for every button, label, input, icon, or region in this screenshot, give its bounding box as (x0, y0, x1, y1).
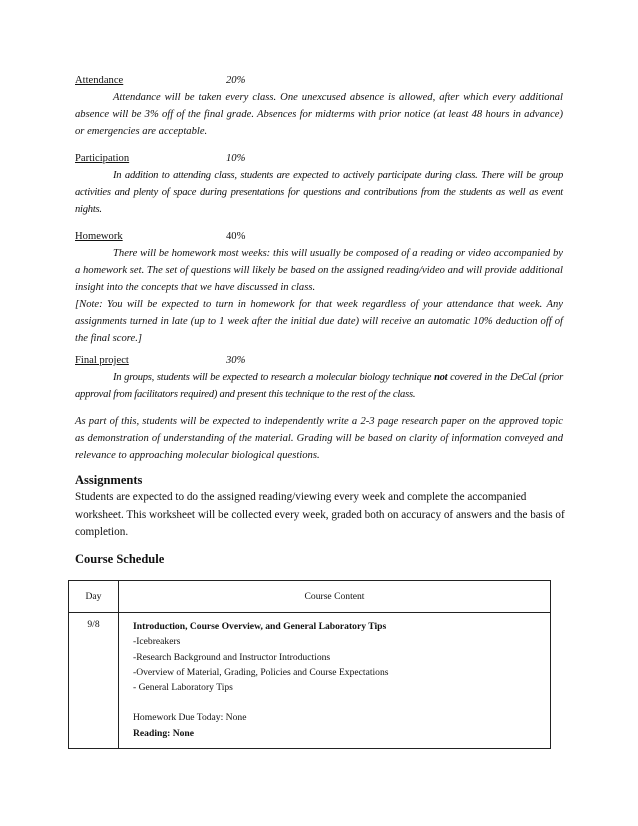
participation-section (75, 150, 563, 218)
final-project-label: Final project (75, 355, 129, 366)
schedule-item: -Icebreakers (133, 636, 181, 648)
schedule-row-content (119, 613, 551, 749)
attendance-label: Attendance (75, 75, 124, 86)
attendance-section (75, 72, 563, 140)
schedule-header-row (69, 581, 551, 613)
homework-note: [Note: You will be expected to turn in homework for that week regardless of your attendance that week. Any assignments turned in late (up to 1 week after the initial due date) will receive an automatic 10% deduction off of the final score.] (75, 299, 563, 344)
participation-header (75, 150, 563, 167)
assignments-text: Students are expected to do the assigned reading/viewing every week and complete the accompanied worksheet. This worksheet will be collected every week, graded both on accuracy of answers and the basis of completion. (75, 491, 565, 538)
schedule-col-day: Day (69, 581, 119, 613)
homework-label: Homework (75, 231, 123, 242)
schedule-row (69, 613, 551, 749)
attendance-text: Attendance will be taken every class. One unexcused absence is allowed, after which every additional absence will be 3% off of the final grade. Absences for midterms with prior notice (at least 48 hours in advance) or emergencies are acceptable. (75, 92, 563, 137)
schedule-table (68, 580, 551, 749)
final-project-section (75, 352, 563, 464)
final-project-text-bold: not (433, 372, 448, 383)
spacer (133, 695, 549, 710)
schedule-row-homework: Homework Due Today: None (133, 712, 247, 724)
final-project-text-after: covered in the DeCal (prior approval from facilitators required) and present this technique to the rest of the class. (75, 372, 563, 400)
participation-text: In addition to attending class, students are expected to actively participate during class. There will be group activities and plenty of space during presentations for questions and contributions from the students as well as event nights. (75, 170, 563, 215)
final-project-text-before: In groups, students will be expected to research a molecular biology technique (113, 372, 434, 383)
attendance-header (75, 72, 563, 89)
homework-text: There will be homework most weeks: this will usually be composed of a reading or video accompanied by a homework set. The set of questions will likely be based on the assigned reading/video and will provide additional insight into the concepts that we have discussed in class. (75, 248, 563, 293)
final-project-percent: 30% (226, 355, 246, 366)
final-project-text (75, 369, 563, 403)
attendance-percent: 20% (226, 75, 246, 86)
schedule-row-reading: Reading: None (133, 727, 195, 739)
final-project-header (75, 352, 563, 369)
final-project-paper-text: As part of this, students will be expected to independently write a 2-3 page research paper on the approved topic as demonstration of understanding of the material. Grading will be based on clarity of information conveyed and relevance to approaching molecular biological questions. (75, 416, 563, 461)
schedule-heading: Course Schedule (75, 552, 165, 566)
schedule-row-day: 9/8 (69, 613, 119, 749)
homework-percent: 40% (226, 231, 246, 242)
schedule-item: - General Laboratory Tips (133, 682, 233, 694)
schedule-item: -Overview of Material, Grading, Policies and Course Expectations (133, 666, 389, 678)
participation-percent: 10% (226, 153, 246, 164)
participation-label: Participation (75, 153, 130, 164)
schedule-row-title: Introduction, Course Overview, and General Laboratory Tips (133, 621, 387, 632)
assignments-heading: Assignments (75, 473, 143, 487)
schedule-item: -Research Background and Instructor Introductions (133, 651, 331, 663)
homework-section (75, 228, 563, 347)
homework-header (75, 228, 563, 245)
schedule-col-content: Course Content (119, 581, 551, 613)
